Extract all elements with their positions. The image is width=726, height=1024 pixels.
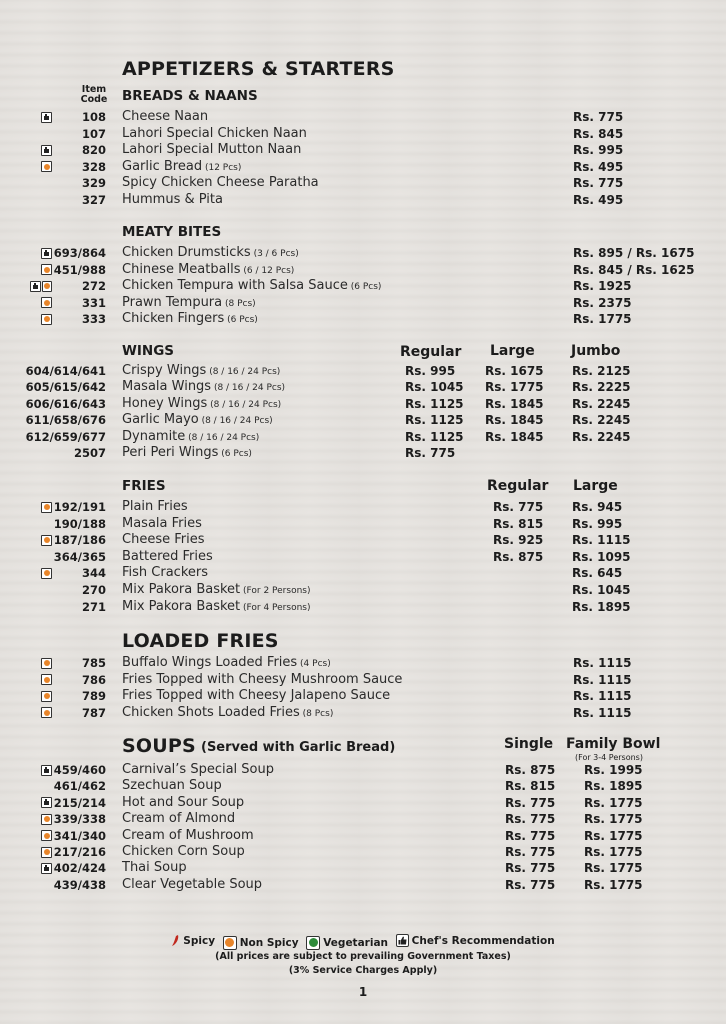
item-name: Chicken Fingers (6 Pcs)	[122, 311, 258, 327]
item-name: Chicken Tempura with Salsa Sauce (6 Pcs)	[122, 278, 382, 294]
item-price: Rs. 815	[505, 779, 556, 794]
item-name: Hummus & Pita	[122, 192, 223, 207]
meaty-item	[0, 245, 726, 261]
meaty-item	[0, 295, 726, 311]
item-code: 187/186	[53, 533, 106, 548]
wings-item	[0, 429, 726, 445]
item-name: Peri Peri Wings (6 Pcs)	[122, 445, 252, 460]
item-price: Rs. 775	[505, 812, 556, 827]
item-price: Rs. 1775	[584, 828, 643, 843]
soups-item	[0, 811, 726, 827]
breads-item	[0, 159, 726, 175]
item-code: 693/864	[53, 246, 106, 260]
item-name: Lahori Special Chicken Naan	[122, 125, 307, 141]
item-price: Rs. 775	[505, 845, 556, 859]
item-name: Plain Fries	[122, 499, 188, 514]
item-price: Rs. 1775	[573, 312, 632, 327]
item-portion: (6 Pcs)	[347, 282, 382, 293]
item-price: Rs. 1125	[405, 429, 464, 444]
item-code: 364/365	[53, 549, 106, 564]
fries-item	[0, 599, 726, 615]
item-code: 459/460	[53, 763, 106, 777]
item-code: 339/338	[53, 812, 106, 827]
item-name: Lahori Special Mutton Naan	[122, 142, 302, 158]
item-code: 331	[81, 295, 106, 310]
item-price: Rs. 845 / Rs. 1625	[573, 262, 695, 277]
section-soups-title: SOUPS	[122, 735, 196, 757]
loaded-item	[0, 655, 726, 671]
item-name: Masala Wings (8 / 16 / 24 Pcs)	[122, 379, 286, 395]
item-price: Rs. 775	[573, 110, 624, 124]
item-portion: (12 Pcs)	[202, 162, 242, 173]
item-name: Masala Fries	[122, 515, 202, 531]
legend-chef-label: Chef's Recommendation	[411, 934, 555, 947]
soups-item	[0, 877, 726, 893]
item-name: Garlic Mayo (8 / 16 / 24 Pcs)	[122, 412, 273, 428]
item-portion: (8 / 16 / 24 Pcs)	[206, 367, 281, 377]
item-price: Rs. 775	[505, 877, 556, 892]
fries-item	[0, 516, 726, 532]
item-portion: (6 Pcs)	[224, 315, 258, 326]
item-name: Prawn Tempura (8 Pcs)	[122, 294, 256, 310]
item-price: Rs. 2375	[573, 295, 632, 310]
section-meaty-title: MEATY BITES	[122, 224, 222, 240]
soups-item	[0, 762, 726, 778]
item-name: Buffalo Wings Loaded Fries (4 Pcs)	[122, 655, 331, 670]
item-name: Fries Topped with Cheesy Mushroom Sauce	[122, 671, 403, 687]
item-price: Rs. 1115	[573, 689, 632, 704]
item-price: Rs. 1775	[584, 845, 643, 859]
fries-item	[0, 582, 726, 598]
item-name: Thai Soup	[122, 860, 187, 876]
item-price: Rs. 775	[573, 176, 624, 191]
item-name: Chinese Meatballs (6 / 12 Pcs)	[122, 261, 295, 277]
item-price: Rs. 1775	[584, 795, 643, 810]
item-portion: (8 Pcs)	[222, 298, 256, 309]
item-code: 327	[81, 193, 106, 207]
item-name: Hot and Sour Soup	[122, 794, 245, 810]
item-name: Spicy Chicken Cheese Paratha	[122, 175, 319, 191]
wings-item	[0, 363, 726, 379]
item-code: 328	[81, 159, 106, 174]
item-code-label: Item Code	[80, 84, 108, 105]
item-price: Rs. 775	[405, 446, 456, 460]
item-price: Rs. 995	[405, 364, 456, 378]
item-code: 329	[81, 176, 106, 191]
item-code: 341/340	[53, 828, 106, 843]
section-fries-title: FRIES	[122, 478, 166, 494]
item-price: Rs. 2245	[572, 429, 631, 444]
soups-item	[0, 828, 726, 844]
item-name: Cheese Naan	[122, 109, 209, 124]
wings-item	[0, 412, 726, 428]
item-name: Chicken Drumsticks (3 / 6 Pcs)	[122, 245, 299, 260]
item-code: 789	[81, 689, 106, 704]
item-price: Rs. 1675	[485, 364, 544, 378]
item-price: Rs. 1845	[485, 396, 544, 411]
vegetarian-icon	[306, 936, 320, 950]
item-name: Cream of Mushroom	[122, 827, 254, 843]
page-title: APPETIZERS & STARTERS	[122, 58, 395, 80]
loaded-item	[0, 705, 726, 721]
item-portion: (6 / 12 Pcs)	[240, 265, 295, 276]
item-code: 215/214	[53, 795, 106, 810]
fries-item	[0, 565, 726, 581]
item-code: 605/615/642	[25, 380, 106, 395]
item-price: Rs. 775	[505, 828, 556, 843]
section-wings-title: WINGS	[122, 343, 175, 359]
item-code: 344	[81, 566, 106, 581]
legend-spicy-label: Spicy	[183, 934, 216, 947]
wings-col-jumbo: Jumbo	[571, 343, 621, 359]
soups-col-family: Family Bowl	[566, 736, 661, 752]
service-charge-note: (3% Service Charges Apply)	[288, 965, 438, 976]
item-portion: (6 Pcs)	[218, 449, 252, 459]
item-name: Clear Vegetable Soup	[122, 876, 263, 892]
breads-item	[0, 175, 726, 191]
item-price: Rs. 845	[573, 126, 624, 141]
item-price: Rs. 1115	[573, 672, 632, 687]
item-code: 461/462	[53, 779, 106, 794]
legend-vegetarian-label: Vegetarian	[323, 936, 389, 949]
item-price: Rs. 1895	[572, 599, 631, 614]
section-loaded-title: LOADED FRIES	[122, 630, 279, 652]
item-price: Rs. 895 / Rs. 1675	[573, 246, 695, 260]
breads-item	[0, 192, 726, 208]
item-price: Rs. 1895	[584, 779, 643, 794]
legend-non-spicy-label: Non Spicy	[239, 936, 299, 949]
loaded-item	[0, 672, 726, 688]
item-price: Rs. 1925	[573, 279, 632, 294]
item-code: 451/988	[53, 262, 106, 277]
soups-item	[0, 795, 726, 811]
fries-col-regular: Regular	[487, 478, 549, 494]
item-portion: (3 / 6 Pcs)	[250, 249, 299, 259]
item-name: Battered Fries	[122, 548, 213, 564]
item-price: Rs. 1095	[572, 549, 631, 564]
item-price: Rs. 1775	[584, 812, 643, 827]
item-name: Garlic Bread (12 Pcs)	[122, 158, 242, 174]
item-price: Rs. 1995	[584, 763, 643, 777]
fries-col-large: Large	[573, 478, 618, 494]
thumbs-up-icon	[396, 934, 409, 947]
tax-note: (All prices are subject to prevailing Government Taxes)	[215, 951, 511, 962]
soups-item	[0, 778, 726, 794]
item-name: Mix Pakora Basket (For 2 Persons)	[122, 582, 311, 597]
wings-item	[0, 445, 726, 461]
item-price: Rs. 815	[493, 516, 544, 531]
item-portion: (8 / 16 / 24 Pcs)	[207, 399, 282, 410]
item-price: Rs. 495	[573, 159, 624, 174]
item-code: 611/658/676	[25, 413, 106, 428]
wings-col-regular: Regular	[400, 344, 462, 360]
item-price: Rs. 995	[572, 516, 623, 531]
page-number: 1	[358, 985, 368, 999]
item-price: Rs. 1115	[573, 705, 632, 720]
item-portion: (For 2 Persons)	[240, 586, 311, 596]
non-spicy-icon	[223, 936, 237, 950]
section-breads-title: BREADS & NAANS	[122, 88, 258, 104]
wings-item	[0, 379, 726, 395]
item-portion: (4 Pcs)	[297, 659, 331, 669]
soups-item	[0, 860, 726, 876]
legend-chef	[396, 934, 555, 947]
item-name: Fish Crackers	[122, 565, 209, 581]
item-name: Mix Pakora Basket (For 4 Persons)	[122, 598, 311, 614]
item-price: Rs. 1775	[485, 380, 544, 395]
legend-vegetarian	[306, 936, 388, 950]
meaty-item	[0, 262, 726, 278]
item-price: Rs. 925	[493, 533, 544, 548]
item-price: Rs. 1115	[572, 533, 631, 548]
meaty-item	[0, 278, 726, 294]
fries-item	[0, 549, 726, 565]
legend-non-spicy	[223, 936, 299, 950]
loaded-item	[0, 688, 726, 704]
item-code: 217/216	[53, 845, 106, 859]
item-name: Szechuan Soup	[122, 778, 222, 794]
item-code: 270	[81, 583, 106, 597]
item-price: Rs. 875	[505, 763, 556, 777]
meaty-item	[0, 311, 726, 327]
fries-item	[0, 532, 726, 548]
item-portion: (For 4 Persons)	[240, 602, 311, 613]
soups-item	[0, 844, 726, 860]
item-portion: (8 / 16 / 24 Pcs)	[198, 416, 273, 427]
item-code: 612/659/677	[25, 429, 106, 444]
item-price: Rs. 995	[573, 143, 624, 158]
item-price: Rs. 945	[572, 500, 623, 514]
item-name: Cheese Fries	[122, 532, 205, 548]
item-price: Rs. 1845	[485, 413, 544, 428]
item-price: Rs. 495	[573, 193, 624, 207]
item-code: 606/616/643	[25, 396, 106, 411]
item-price: Rs. 875	[493, 549, 544, 564]
breads-item	[0, 109, 726, 125]
item-code: 108	[81, 110, 106, 124]
item-price: Rs. 775	[505, 795, 556, 810]
item-price: Rs. 1045	[572, 583, 631, 597]
item-name: Dynamite (8 / 16 / 24 Pcs)	[122, 428, 260, 444]
item-price: Rs. 1045	[405, 380, 464, 395]
item-price: Rs. 1125	[405, 396, 464, 411]
item-name: Chicken Corn Soup	[122, 844, 245, 859]
item-code: 272	[81, 279, 106, 294]
item-price: Rs. 1775	[584, 877, 643, 892]
breads-item	[0, 142, 726, 158]
soups-col-single: Single	[504, 736, 554, 752]
item-name: Carnival’s Special Soup	[122, 762, 274, 777]
legend	[0, 934, 726, 950]
item-name: Fries Topped with Cheesy Jalapeno Sauce	[122, 688, 391, 704]
item-price: Rs. 1125	[405, 413, 464, 428]
item-price: Rs. 1845	[485, 429, 544, 444]
wings-item	[0, 396, 726, 412]
item-code: 820	[81, 143, 106, 158]
item-price: Rs. 775	[493, 500, 544, 514]
item-name: Honey Wings (8 / 16 / 24 Pcs)	[122, 395, 282, 411]
item-portion: (8 Pcs)	[299, 708, 334, 719]
item-code: 786	[81, 672, 106, 687]
legend-spicy	[171, 934, 215, 947]
item-code: 190/188	[53, 516, 106, 531]
item-code: 604/614/641	[25, 364, 106, 378]
item-price: Rs. 775	[505, 861, 556, 876]
soups-subtitle: (Served with Garlic Bread)	[201, 740, 396, 755]
item-code: 402/424	[53, 861, 106, 876]
item-code: 107	[81, 126, 106, 141]
item-name: Crispy Wings (8 / 16 / 24 Pcs)	[122, 363, 281, 378]
item-name: Chicken Shots Loaded Fries (8 Pcs)	[122, 704, 334, 720]
soups-col-family-sub: (For 3-4 Persons)	[575, 753, 643, 762]
item-price: Rs. 1775	[584, 861, 643, 876]
item-name: Cream of Almond	[122, 811, 236, 827]
item-price: Rs. 2245	[572, 396, 631, 411]
breads-item	[0, 126, 726, 142]
item-price: Rs. 645	[572, 566, 623, 581]
item-portion: (8 / 16 / 24 Pcs)	[185, 432, 260, 443]
chili-icon	[171, 934, 180, 947]
item-code: 271	[81, 599, 106, 614]
item-code: 785	[81, 656, 106, 670]
item-code: 192/191	[53, 500, 106, 514]
item-price: Rs. 2125	[572, 364, 631, 378]
item-portion: (8 / 16 / 24 Pcs)	[211, 383, 286, 394]
wings-col-large: Large	[490, 343, 535, 359]
item-price: Rs. 2245	[572, 413, 631, 428]
item-code: 787	[81, 705, 106, 720]
item-price: Rs. 2225	[572, 380, 631, 395]
item-code: 2507	[73, 446, 106, 460]
fries-item	[0, 499, 726, 515]
item-price: Rs. 1115	[573, 656, 632, 670]
item-code: 439/438	[53, 877, 106, 892]
item-code: 333	[81, 312, 106, 327]
